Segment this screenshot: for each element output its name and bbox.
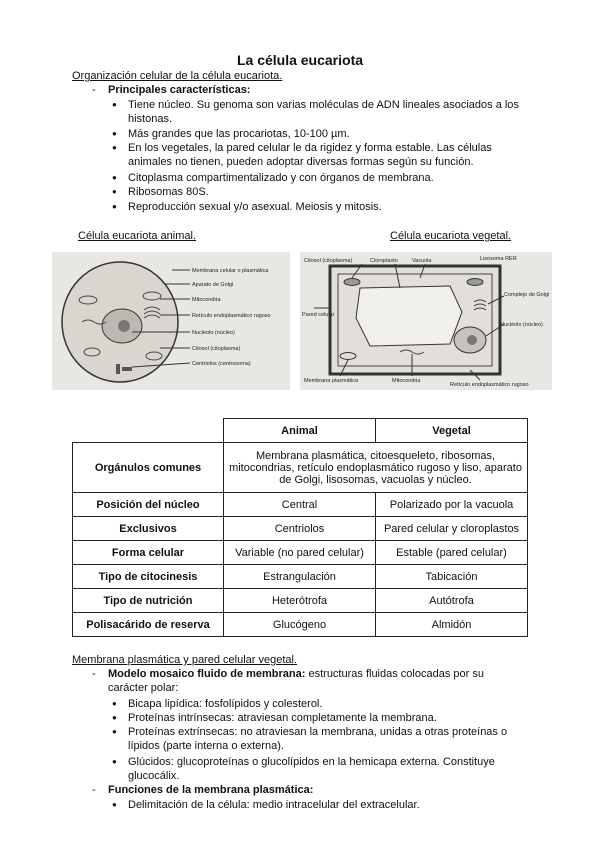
cell-vegetal: Autótrofa [376, 589, 528, 613]
row-label-common: Orgánulos comunes [73, 443, 224, 493]
mosaic-model-continuation: carácter polar: [108, 682, 179, 694]
row-label: Forma celular [73, 541, 224, 565]
label-nucleolo: Nucleolo (núcleo) [192, 330, 235, 336]
list-item: ● Ribosomas 80S. [128, 185, 528, 199]
row-label: Polisacárido de reserva [73, 613, 224, 637]
characteristics-heading [92, 84, 250, 96]
mosaic-model-text [108, 668, 528, 680]
section-heading-membrane: Membrana plasmática y pared celular vegetal. [72, 654, 298, 666]
cell-vegetal: Polarizado por la vacuola [376, 493, 528, 517]
table-row [73, 613, 528, 637]
column-header-vegetal: Vegetal [376, 419, 528, 443]
label-reticulo: Retículo endoplasmático rugoso [192, 313, 271, 319]
cell-vegetal: Pared celular y cloroplastos [376, 517, 528, 541]
cell-animal: Estrangulación [224, 565, 376, 589]
column-header-animal: Animal [224, 419, 376, 443]
common-organelles-cell: Membrana plasmática, citoesqueleto, ribosomas, mitocondrias, retículo endoplasmático rugoso y liso, aparato de Golgi, lisosomas, vacuolas y núcleo. [224, 443, 528, 493]
cell-vegetal: Almidón [376, 613, 528, 637]
label-membrana: Membrana celular o plasmática [192, 268, 269, 274]
plant-cell-drawing [300, 252, 552, 390]
dash-marker: - [92, 668, 96, 680]
label-citosol: Citosol (citoplasma) [192, 346, 241, 352]
mosaic-model-rest: estructuras fluidas colocadas por su [305, 668, 484, 680]
table-corner-cell [73, 419, 224, 443]
cell-vegetal: Estable (pared celular) [376, 541, 528, 565]
animal-cell-caption: Célula eucariota animal. [78, 230, 197, 242]
characteristics-label: Principales características: [108, 84, 251, 96]
label-vacuola: Vacuola [412, 258, 432, 264]
list-item: ● Citoplasma compartimentalizado y con órganos de membrana. [128, 171, 528, 185]
row-label: Posición del núcleo [73, 493, 224, 517]
comparison-table [72, 418, 528, 637]
list-item: ● Tiene núcleo. Su genoma son varias moléculas de ADN lineales asociados a los histonas. [128, 98, 528, 126]
label-cloroplasto: Cloroplasto [370, 258, 398, 264]
plant-cell-caption: Célula eucariota vegetal. [390, 230, 512, 242]
cell-animal: Centriolos [224, 517, 376, 541]
list-item: ● Glúcidos: glucoproteínas o glucolípidos en la hemicapa externa. Constituye glucocálix. [128, 755, 528, 783]
label-citosol-vegetal: Citosol (citoplasma) [304, 258, 353, 264]
page-title: La célula eucariota [236, 52, 364, 68]
label-mitocondria: Mitocondria [192, 297, 221, 303]
list-item: ● Proteínas intrínsecas: atraviesan completamente la membrana. [128, 711, 528, 725]
functions-heading [92, 784, 313, 796]
label-lisosoma: Lisosoma RER [480, 256, 517, 262]
table-row [73, 517, 528, 541]
plant-cell-figure [300, 252, 552, 390]
label-centriolos: Centriolos (centrosoma) [192, 361, 251, 367]
row-label: Tipo de nutrición [73, 589, 224, 613]
label-reticulo-vegetal: Retículo endoplasmático rugoso [450, 382, 529, 388]
row-label: Tipo de citocinesis [73, 565, 224, 589]
cell-vegetal: Tabicación [376, 565, 528, 589]
cell-animal: Variable (no pared celular) [224, 541, 376, 565]
table-row [73, 589, 528, 613]
label-golgi: Aparato de Golgi [192, 282, 234, 288]
label-mitocondria-vegetal: Mitocondria [392, 378, 421, 384]
list-item: ● Delimitación de la célula: medio intracelular del extracelular. [128, 798, 528, 812]
list-item: ● Proteínas extrínsecas: no atraviesan la membrana, unidas a otras proteínas o lípidos (parte interna o externa). [128, 725, 528, 753]
table-row [73, 493, 528, 517]
table-row [73, 565, 528, 589]
section-heading-organization: Organización celular de la célula eucariota. [72, 70, 283, 82]
label-golgi-vegetal: Complejo de Golgi [504, 292, 550, 298]
cell-animal: Heterótrofa [224, 589, 376, 613]
cell-animal: Glucógeno [224, 613, 376, 637]
dash-marker: - [92, 784, 96, 796]
table-row [73, 443, 528, 493]
cell-animal: Central [224, 493, 376, 517]
list-item: ● En los vegetales, la pared celular le da rigidez y forma estable. Las células animales no tienen, pueden adoptar diversas formas según su función. [128, 141, 528, 169]
mosaic-model-bold: Modelo mosaico fluido de membrana: [108, 668, 306, 680]
list-item: ● Reproducción sexual y/o asexual. Meiosis y mitosis. [128, 200, 528, 214]
label-membrana-vegetal: Membrana plasmática [304, 378, 359, 384]
table-header-row [73, 419, 528, 443]
row-label: Exclusivos [73, 517, 224, 541]
functions-label: Funciones de la membrana plasmática: [108, 784, 314, 796]
table-row [73, 541, 528, 565]
label-pared: Pared celular [302, 312, 335, 318]
dash-marker: - [92, 84, 96, 96]
mosaic-model-line [92, 668, 528, 680]
list-item: ● Bicapa lipídica: fosfolípidos y colesterol. [128, 697, 528, 711]
label-nucleolo-vegetal: Nucléolo (núcleo) [500, 322, 543, 328]
list-item: ● Más grandes que las procariotas, 10-100 µm. [128, 127, 528, 141]
animal-cell-figure [52, 252, 290, 390]
animal-cell-drawing [52, 252, 290, 390]
